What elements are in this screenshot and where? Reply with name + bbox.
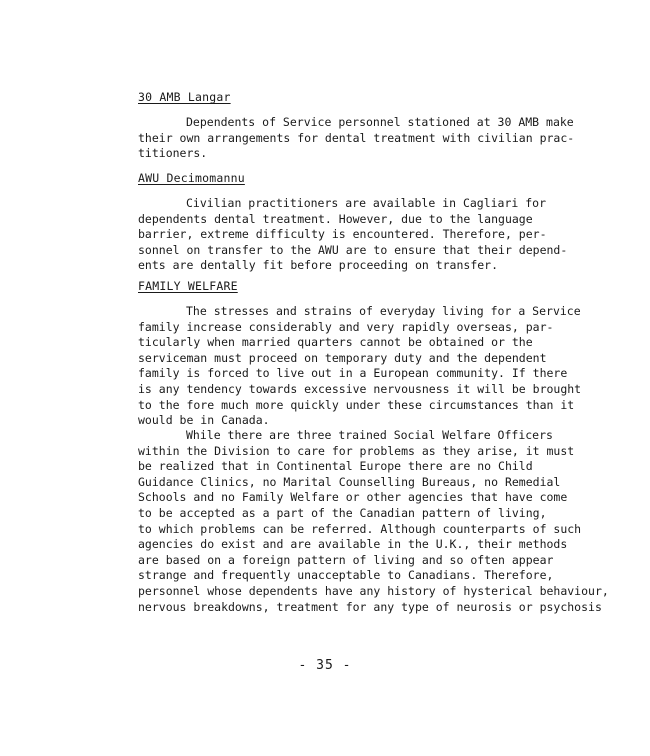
- text-line: The stresses and strains of everyday living for a Service: [186, 304, 581, 318]
- text-line: to the fore much more quickly under these circumstances than it: [138, 397, 575, 412]
- text-line: their own arrangements for dental treatment with civilian prac-: [138, 130, 575, 145]
- section-heading-family-welfare: FAMILY WELFARE: [138, 279, 238, 293]
- text-line: strange and frequently unacceptable to Canadians. Therefore,: [138, 568, 554, 583]
- text-line: family increase considerably and very rapidly overseas, par-: [138, 319, 554, 334]
- text-line: barrier, extreme difficulty is encountered. Therefore, per-: [138, 227, 547, 242]
- text-line: ents are dentally fit before proceeding on transfer.: [138, 258, 499, 273]
- text-line: agencies do exist and are available in the U.K., their methods: [138, 537, 568, 552]
- text-line: would be in Canada.: [138, 413, 270, 428]
- section-heading-30-amb-langar: 30 AMB Langar: [138, 90, 231, 104]
- text-line: nervous breakdowns, treatment for any type of neurosis or psychosis: [138, 599, 602, 614]
- text-line: serviceman must proceed on temporary duty and the dependent: [138, 350, 547, 365]
- page-number: - 35 -: [298, 658, 352, 673]
- text-line: Schools and no Family Welfare or other agencies that have come: [138, 490, 568, 505]
- text-line: personnel whose dependents have any history of hysterical behaviour,: [138, 583, 609, 598]
- text-line: family is forced to live out in a European community. If there: [138, 366, 568, 381]
- text-line: is any tendency towards excessive nervousness it will be brought: [138, 381, 582, 396]
- text-line: titioners.: [138, 146, 208, 161]
- text-line: be realized that in Continental Europe there are no Child: [138, 459, 533, 474]
- text-line: sonnel on transfer to the AWU are to ensure that their depend-: [138, 242, 568, 257]
- text-line: While there are three trained Social Welfare Officers: [186, 428, 553, 442]
- paragraph-family-welfare-2: [138, 428, 609, 615]
- text-line: Guidance Clinics, no Marital Counselling Bureaus, no Remedial: [138, 474, 561, 489]
- text-line: to which problems can be referred. Although counterparts of such: [138, 521, 582, 536]
- text-line: are based on a foreign pattern of living and so often appear: [138, 552, 554, 567]
- text-line: Civilian practitioners are available in Cagliari for: [186, 196, 547, 210]
- paragraph-awu-decimomannu: [138, 196, 578, 274]
- text-line: Dependents of Service personnel stationed at 30 AMB make: [186, 115, 574, 129]
- text-line: to be accepted as a part of the Canadian pattern of living,: [138, 505, 547, 520]
- text-line: dependents dental treatment. However, due to the language: [138, 211, 533, 226]
- paragraph-30-amb-langar: [138, 115, 578, 162]
- text-line: ticularly when married quarters cannot be obtained or the: [138, 335, 533, 350]
- section-heading-awu-decimomannu: AWU Decimomannu: [138, 171, 245, 185]
- paragraph-family-welfare-1: [138, 304, 582, 429]
- text-line: within the Division to care for problems as they arise, it must: [138, 443, 575, 458]
